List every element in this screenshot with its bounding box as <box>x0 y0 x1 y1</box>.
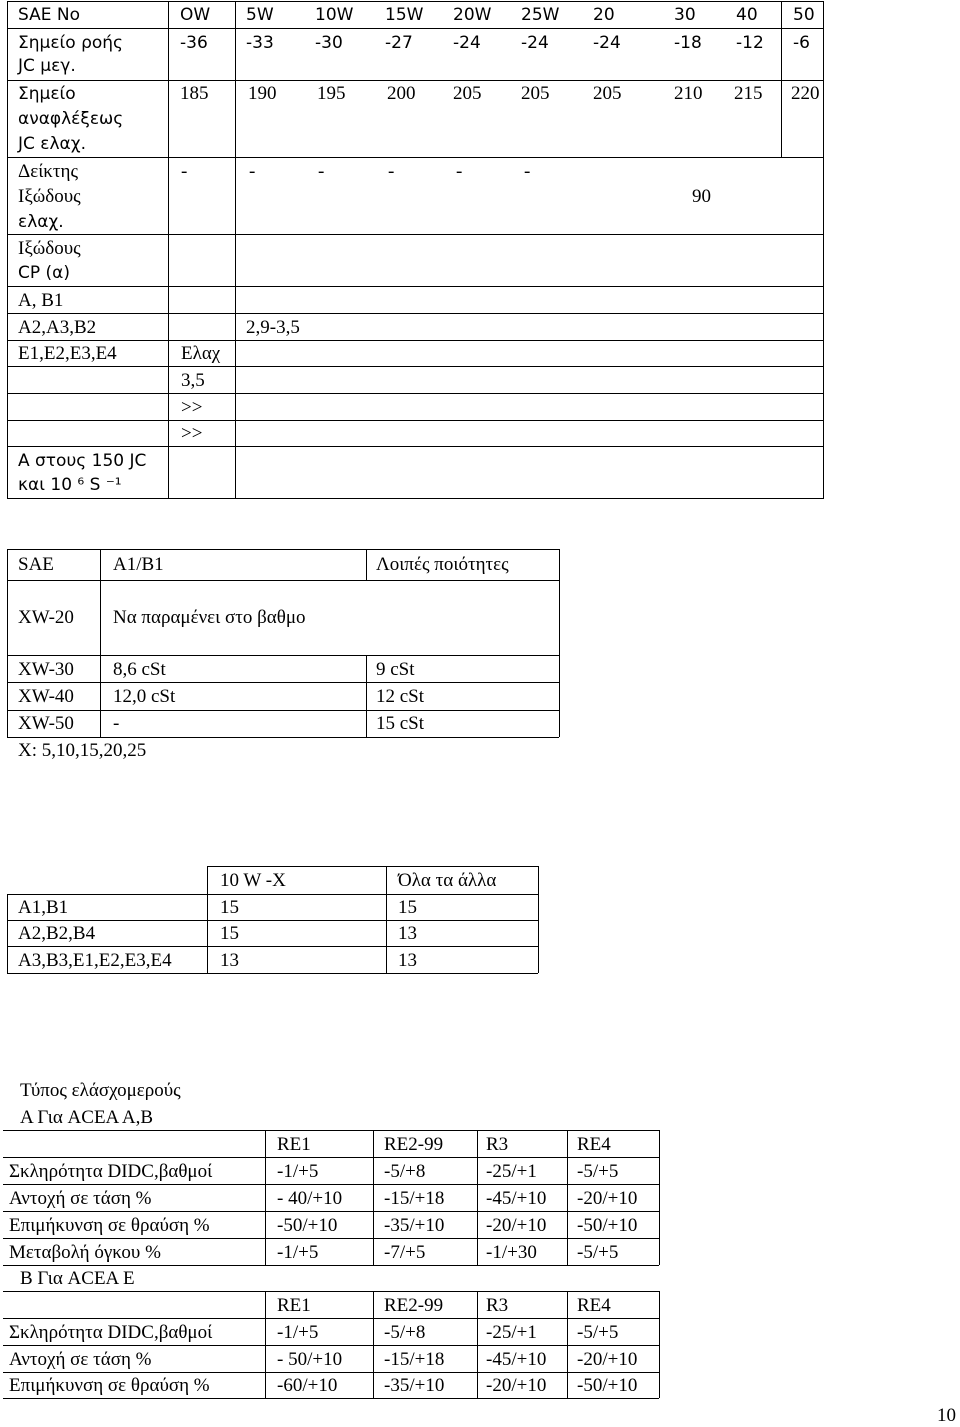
cell: 195 <box>317 83 346 104</box>
row-label: Επιμήκυνση σε θραύση % <box>9 1215 210 1236</box>
section-title: Τύπος ελάσχομερούς <box>20 1080 181 1101</box>
cell: 205 <box>453 83 482 104</box>
cell: - <box>388 161 395 182</box>
col-header: 20W <box>453 5 492 25</box>
header-cell: RE1 <box>277 1134 311 1155</box>
row-label: CP (α) <box>18 263 70 283</box>
cell: 15 cSt <box>376 713 425 734</box>
cell: -5/+8 <box>384 1322 426 1343</box>
cell: -20/+10 <box>577 1349 638 1370</box>
cell: - 50/+10 <box>277 1349 343 1370</box>
header-cell: RE4 <box>577 1134 611 1155</box>
cell: -6 <box>793 33 810 53</box>
cell: -50/+10 <box>577 1375 638 1396</box>
cell: 15 <box>220 897 239 918</box>
cell: -20/+10 <box>486 1215 547 1236</box>
row-label: JC μεγ. <box>18 56 76 76</box>
cell: 13 <box>398 950 417 971</box>
col-header: 40 <box>736 5 758 25</box>
row-label: Α στους 150 JC <box>18 451 147 471</box>
cell: -24 <box>521 33 549 53</box>
cell: - 40/+10 <box>277 1188 343 1209</box>
cell: -60/+10 <box>277 1375 338 1396</box>
cell: >> <box>181 423 203 444</box>
cell: 13 <box>220 950 239 971</box>
row-label: E1,E2,E3,E4 <box>18 343 117 364</box>
cell: 2,9-3,5 <box>246 317 300 338</box>
cell: -36 <box>180 33 208 53</box>
row-label: Επιμήκυνση σε θραύση % <box>9 1375 210 1396</box>
cell: 13 <box>398 923 417 944</box>
cell: 15 <box>398 897 417 918</box>
cell: A1,B1 <box>18 897 69 918</box>
cell: -24 <box>593 33 621 53</box>
row-label: αναφλέξεως <box>18 109 124 129</box>
cell: -20/+10 <box>486 1375 547 1396</box>
row-label: Σκληρότητα DIDC,βαθμοί <box>9 1322 213 1343</box>
cell: 190 <box>248 83 277 104</box>
cell: -33 <box>246 33 274 53</box>
cell: -27 <box>385 33 413 53</box>
cell: -20/+10 <box>577 1188 638 1209</box>
col-header: 5W <box>246 5 274 25</box>
cell: 215 <box>734 83 763 104</box>
header-cell: R3 <box>486 1134 509 1155</box>
row-label: και 10 ⁶ S ⁻¹ <box>18 475 122 495</box>
cell: -1/+5 <box>277 1161 319 1182</box>
row-label: ελαχ. <box>18 212 64 232</box>
sae-no-header: SAE No <box>18 5 80 25</box>
col-header: 50 <box>793 5 815 25</box>
col-header: 10W <box>315 5 354 25</box>
cell: -5/+8 <box>384 1161 426 1182</box>
row-label: JC ελαχ. <box>18 134 86 154</box>
header-cell: RE2-99 <box>384 1295 444 1316</box>
cell: A2,B2,B4 <box>18 923 96 944</box>
cell: 200 <box>387 83 416 104</box>
cell: - <box>456 161 463 182</box>
cell: XW-20 <box>18 607 74 628</box>
cell: 12 cSt <box>376 686 425 707</box>
cell: 205 <box>593 83 622 104</box>
cell: -5/+5 <box>577 1322 619 1343</box>
header-cell: RE1 <box>277 1295 311 1316</box>
cell: - <box>318 161 325 182</box>
subsection-b-title: Β Για ACEA E <box>20 1268 135 1289</box>
cell: -45/+10 <box>486 1188 547 1209</box>
cell: -50/+10 <box>277 1215 338 1236</box>
col-header: 25W <box>521 5 560 25</box>
cell: - <box>181 161 188 182</box>
cell: 3,5 <box>181 370 205 391</box>
cell: A3,B3,E1,E2,E3,E4 <box>18 950 172 971</box>
col-header: OW <box>180 5 211 25</box>
header-cell: Όλα τα άλλα <box>398 870 497 891</box>
cell: -1/+30 <box>486 1242 537 1263</box>
cell: -1/+5 <box>277 1322 319 1343</box>
cell: -35/+10 <box>384 1375 445 1396</box>
cell: XW-50 <box>18 713 74 734</box>
cell: 185 <box>180 83 209 104</box>
cell: -15/+18 <box>384 1188 445 1209</box>
header-cell: RE2-99 <box>384 1134 444 1155</box>
cell: -18 <box>674 33 702 53</box>
cell: >> <box>181 397 203 418</box>
col-header: 20 <box>593 5 615 25</box>
cell: -15/+18 <box>384 1349 445 1370</box>
cell: -35/+10 <box>384 1215 445 1236</box>
row-label: Σημείο ροής <box>18 33 124 53</box>
cell: -30 <box>315 33 343 53</box>
cell: -25/+1 <box>486 1322 537 1343</box>
row-label: Ιξώδους <box>18 238 81 259</box>
cell: -24 <box>453 33 481 53</box>
row-label: Σκληρότητα DIDC,βαθμοί <box>9 1161 213 1182</box>
cell: Να παραμένει στο βαθμο <box>113 607 306 628</box>
row-label: A, B1 <box>18 290 64 311</box>
row-label: Αντοχή σε τάση % <box>9 1188 152 1209</box>
cell: -5/+5 <box>577 1161 619 1182</box>
row-label: Μεταβολή όγκου % <box>9 1242 161 1263</box>
header-cell: R3 <box>486 1295 509 1316</box>
cell: -5/+5 <box>577 1242 619 1263</box>
header-cell: A1/B1 <box>113 554 164 575</box>
col-header: 15W <box>385 5 424 25</box>
row-label: Δείκτης <box>18 161 78 182</box>
header-cell: Λοιπές ποιότητες <box>376 554 509 575</box>
row-label: Αντοχή σε τάση % <box>9 1349 152 1370</box>
cell: XW-30 <box>18 659 74 680</box>
footnote: X: 5,10,15,20,25 <box>18 740 147 761</box>
cell: 8,6 cSt <box>113 659 166 680</box>
cell: -45/+10 <box>486 1349 547 1370</box>
cell: -25/+1 <box>486 1161 537 1182</box>
cell: - <box>524 161 531 182</box>
cell: 90 <box>692 186 711 207</box>
row-label: Σημείο <box>18 84 76 104</box>
cell: - <box>249 161 256 182</box>
row-label: Ιξώδους <box>18 186 81 207</box>
cell: -12 <box>736 33 764 53</box>
header-cell: RE4 <box>577 1295 611 1316</box>
cell: 210 <box>674 83 703 104</box>
cell: -1/+5 <box>277 1242 319 1263</box>
page-number: 10 <box>937 1405 956 1426</box>
col-header: 30 <box>674 5 696 25</box>
row-label: A2,A3,B2 <box>18 317 97 338</box>
cell: XW-40 <box>18 686 74 707</box>
cell: 220 <box>791 83 820 104</box>
cell: 12,0 cSt <box>113 686 176 707</box>
cell: -50/+10 <box>577 1215 638 1236</box>
cell: -7/+5 <box>384 1242 426 1263</box>
header-cell: 10 W -X <box>220 870 286 891</box>
header-cell: SAE <box>18 554 54 575</box>
cell: 205 <box>521 83 550 104</box>
cell: - <box>113 713 120 734</box>
cell: Ελαχ <box>181 343 221 364</box>
cell: 9 cSt <box>376 659 415 680</box>
cell: 15 <box>220 923 239 944</box>
subsection-a-title: Α Για ACEA A,B <box>20 1107 154 1128</box>
